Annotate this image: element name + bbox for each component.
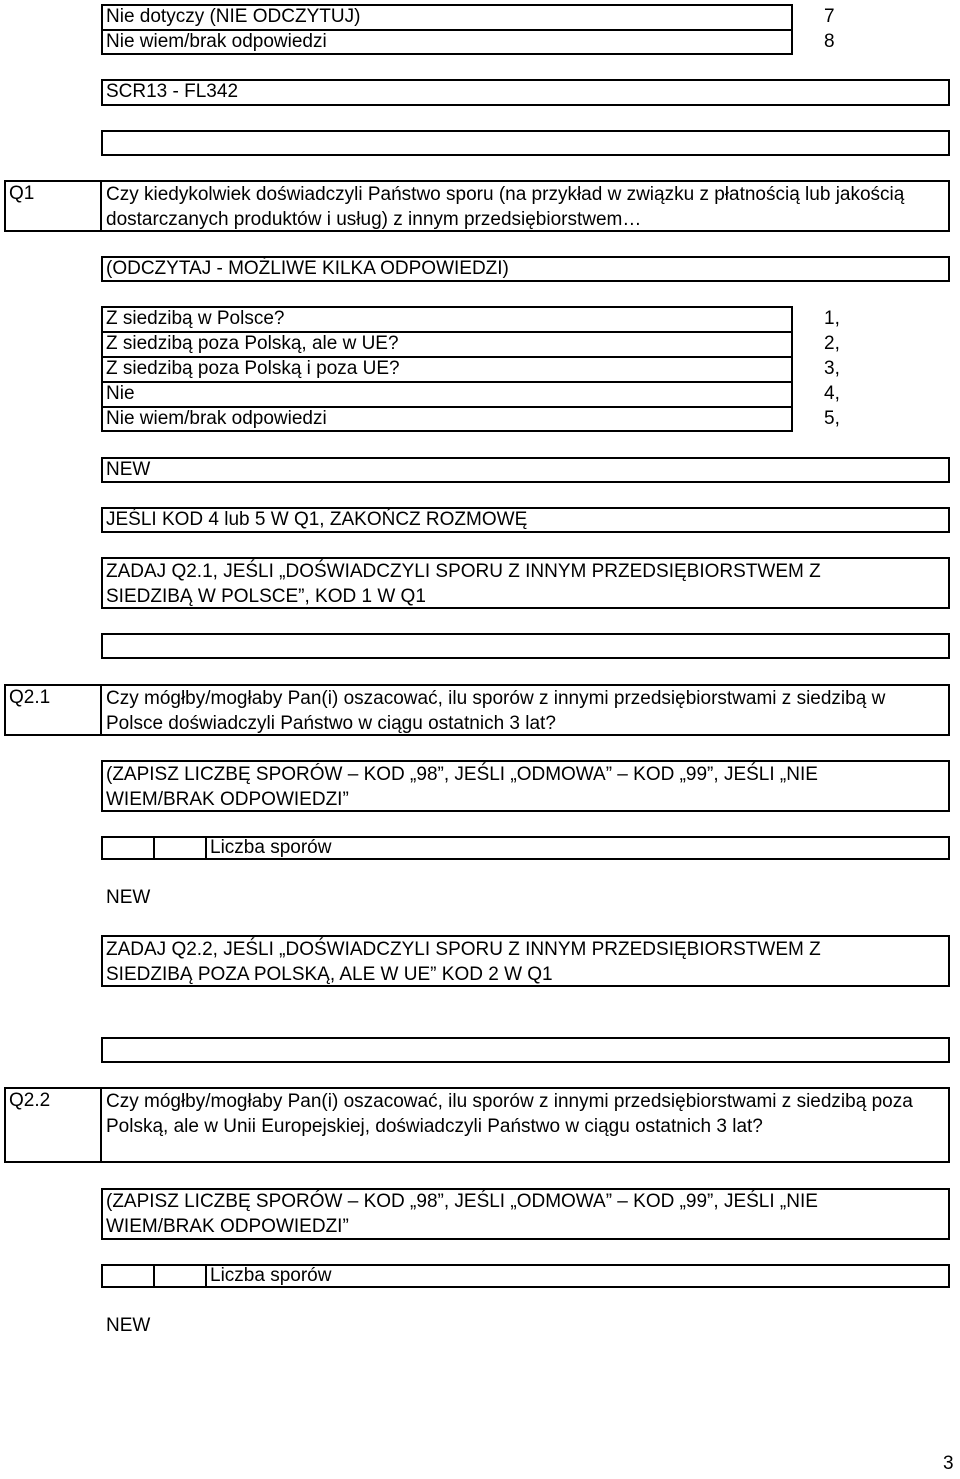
option-code: 5,: [824, 408, 840, 429]
instruction-text: (ZAPISZ LICZBĘ SPORÓW – KOD „98”, JEŚLI „ODMOWA” – KOD „99”, JEŚLI „NIE WIEM/BRAK ODPOWIEDZI”: [106, 1191, 818, 1237]
count-digit-box[interactable]: [101, 836, 155, 860]
scr-label: SCR13 - FL342: [106, 81, 239, 102]
ask-instruction: ZADAJ Q2.2, JEŚLI „DOŚWIADCZYLI SPORU Z INNYM PRZEDSIĘBIORSTWEM Z SIEDZIBĄ POZA POLSKĄ, ALE W UE” KOD 2 W Q1: [106, 939, 821, 985]
page-number: 3: [943, 1453, 954, 1474]
new-box: [101, 457, 950, 483]
count-digit-box[interactable]: [153, 1264, 207, 1288]
option-label: Z siedzibą poza Polską, ale w UE?: [106, 333, 399, 354]
count-label: Liczba sporów: [210, 1265, 332, 1286]
instruction-text: (ODCZYTAJ - MOŻLIWE KILKA ODPOWIEDZI): [106, 258, 509, 279]
option-label: Z siedzibą poza Polską i poza UE?: [106, 358, 400, 379]
option-code: 8: [824, 31, 835, 52]
question-id: Q2.1: [9, 687, 51, 708]
option-code: 2,: [824, 333, 840, 354]
option-label: Nie dotyczy (NIE ODCZYTUJ): [106, 6, 361, 27]
new-label: NEW: [106, 1315, 151, 1336]
option-code: 3,: [824, 358, 840, 379]
count-label: Liczba sporów: [210, 837, 332, 858]
option-code: 1,: [824, 308, 840, 329]
option-label: Nie: [106, 383, 135, 404]
ask-instruction: ZADAJ Q2.1, JEŚLI „DOŚWIADCZYLI SPORU Z INNYM PRZEDSIĘBIORSTWEM Z SIEDZIBĄ W POLSCE”, KOD 1 W Q1: [106, 561, 821, 607]
instruction-text: (ZAPISZ LICZBĘ SPORÓW – KOD „98”, JEŚLI „ODMOWA” – KOD „99”, JEŚLI „NIE WIEM/BRAK ODPOWIEDZI”: [106, 764, 818, 810]
option-code: 4,: [824, 383, 840, 404]
question-id: Q1: [9, 183, 35, 204]
option-code: 7: [824, 6, 835, 27]
empty-bar: [101, 633, 950, 659]
divider: [101, 381, 793, 383]
end-instruction: JEŚLI KOD 4 lub 5 W Q1, ZAKOŃCZ ROZMOWĘ: [106, 509, 528, 530]
option-label: Z siedzibą w Polsce?: [106, 308, 285, 329]
option-label: Nie wiem/brak odpowiedzi: [106, 408, 327, 429]
empty-bar: [101, 130, 950, 156]
empty-bar: [101, 1037, 950, 1063]
option-label: Nie wiem/brak odpowiedzi: [106, 31, 327, 52]
count-digit-box[interactable]: [153, 836, 207, 860]
count-digit-box[interactable]: [101, 1264, 155, 1288]
question-text: Czy mógłby/mogłaby Pan(i) oszacować, ilu sporów z innymi przedsiębiorstwami z siedzibą w Polsce doświadczyli Państwo w ciągu ostatnich 3 lat?: [106, 688, 886, 734]
question-id: Q2.2: [9, 1090, 51, 1111]
question-text: Czy kiedykolwiek doświadczyli Państwo sporu (na przykład w związku z płatnością lub jakością dostarczanych produktów i usług) z innym przedsiębiorstwem…: [106, 184, 905, 230]
new-label: NEW: [106, 459, 151, 480]
question-text: Czy mógłby/mogłaby Pan(i) oszacować, ilu sporów z innymi przedsiębiorstwami z siedzibą poza Polską, ale w Unii Europejskiej, doświadczyli Państwo w ciągu ostatnich 3 lat?: [106, 1091, 913, 1137]
new-label: NEW: [106, 887, 151, 908]
